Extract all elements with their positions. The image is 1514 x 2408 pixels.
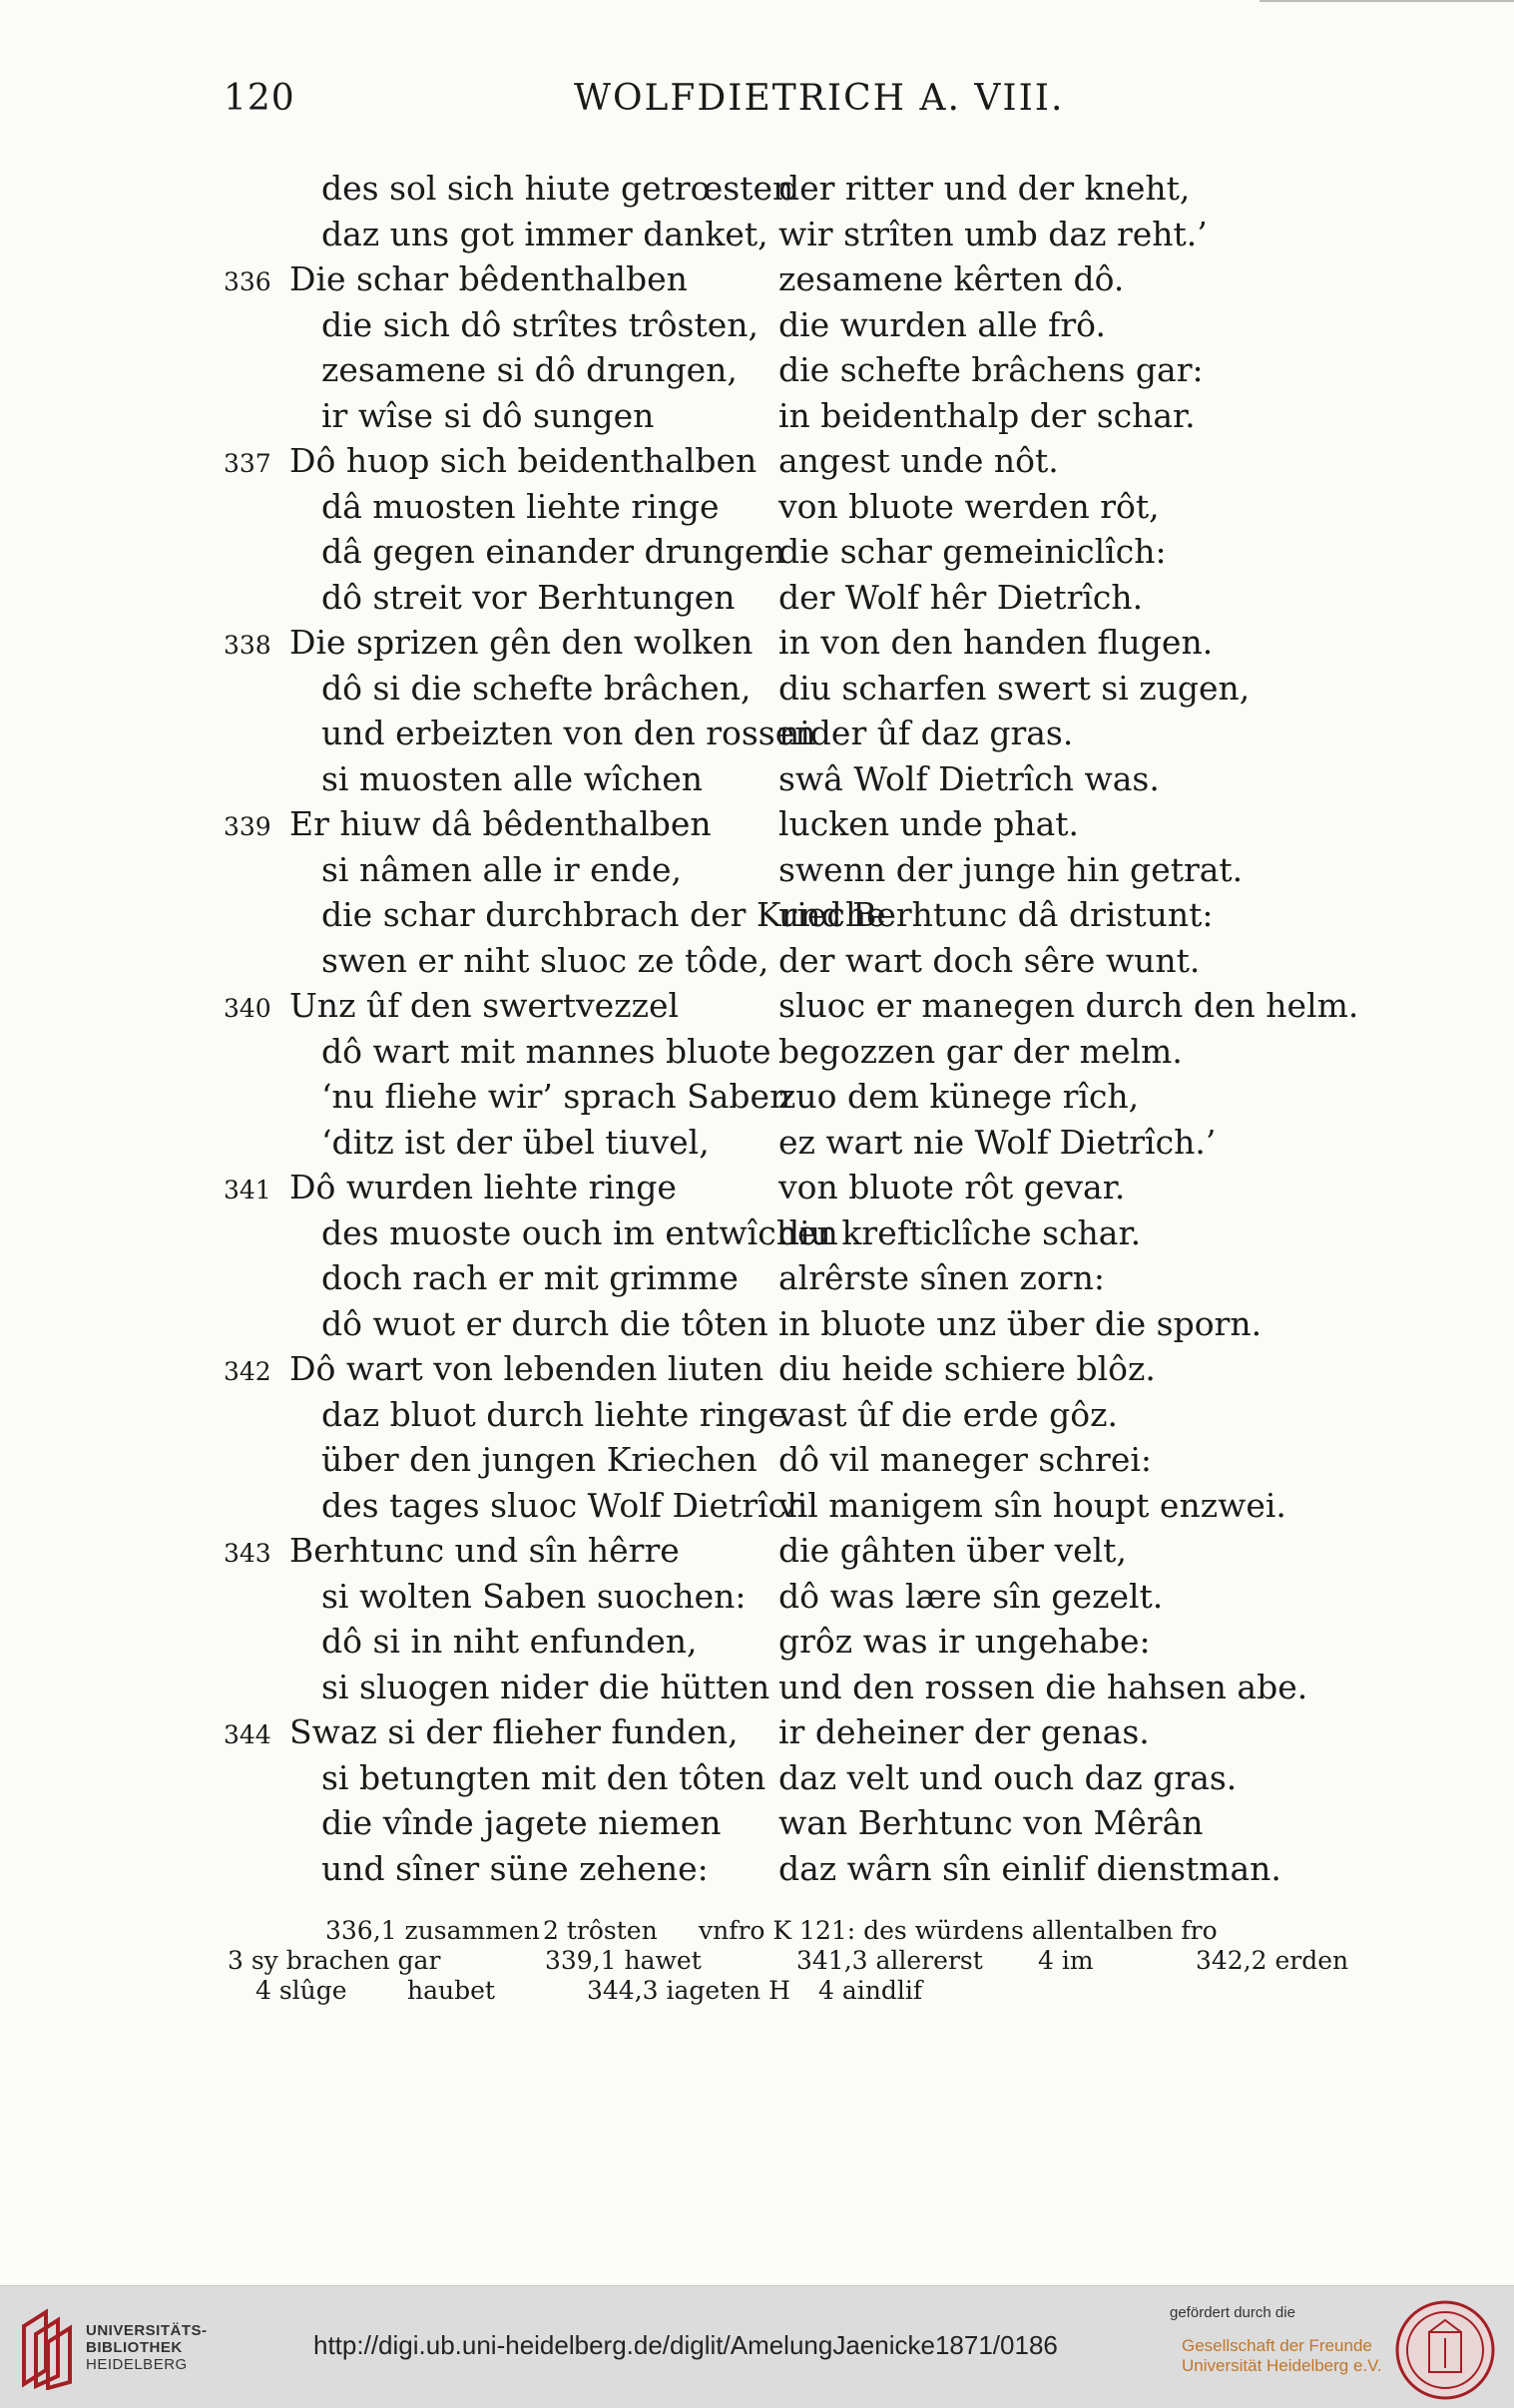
second-half-line: von bluote werden rôt, [778, 486, 1160, 526]
running-title: WOLFDIETRICH A. VIII. [574, 78, 1065, 119]
verse-line [0, 529, 1514, 575]
verse-line [0, 1301, 1514, 1347]
apparatus-notes [0, 1916, 1514, 2006]
second-half-line: ir deheiner der genas. [778, 1712, 1150, 1751]
second-half-line: daz wârn sîn einlif dienstman. [778, 1848, 1281, 1888]
note-entry: 2 trôsten [543, 1916, 658, 1945]
first-half-line: des tages sluoc Wolf Dietrîch [321, 1485, 808, 1525]
second-half-line: vil manigem sîn houpt enzwei. [778, 1485, 1286, 1525]
verse-line [0, 1346, 1514, 1392]
verse-line [0, 756, 1514, 802]
stanza-number: 336 [224, 267, 271, 296]
verse-line [0, 711, 1514, 756]
verse-line [0, 983, 1514, 1029]
second-half-line: nider ûf daz gras. [778, 714, 1074, 752]
verse-line [0, 393, 1514, 439]
second-half-line: wir strîten umb daz reht.’ [778, 214, 1208, 253]
first-half-line: des sol sich hiute getrœsten [321, 169, 794, 208]
verse-line [0, 938, 1514, 984]
verse-line [0, 1210, 1514, 1256]
second-half-line: von bluote rôt gevar. [778, 1168, 1126, 1206]
second-half-line: angest unde nôt. [778, 441, 1059, 480]
note-entry: 344,3 iageten H [587, 1976, 790, 2005]
verse-line [0, 1528, 1514, 1574]
verse-line [0, 620, 1514, 666]
second-half-line: die schefte brâchens gar: [778, 350, 1204, 389]
first-half-line: si betungten mit den tôten [321, 1757, 766, 1797]
stanza-number: 338 [224, 631, 271, 660]
verse-line [0, 256, 1514, 302]
second-half-line: in von den handen flugen. [778, 623, 1214, 662]
second-half-line: der Wolf hêr Dietrîch. [778, 577, 1144, 617]
first-half-line: über den jungen Kriechen [321, 1440, 757, 1479]
second-half-line: ez wart nie Wolf Dietrîch.’ [778, 1122, 1217, 1162]
first-half-line: dô streit vor Berhtungen [321, 577, 736, 617]
stanza-number: 344 [224, 1720, 271, 1749]
first-half-line: ‘ditz ist der übel tiuvel, [321, 1122, 710, 1162]
first-half-line: ‘nu fliehe wir’ sprach Saben [321, 1077, 791, 1116]
note-entry: 341,3 allererst [796, 1946, 983, 1975]
sponsor-name [1182, 2336, 1382, 2376]
first-half-line: Die sprizen gên den wolken [289, 623, 754, 662]
second-half-line: die wurden alle frô. [778, 304, 1106, 344]
first-half-line: Die schar bêdenthalben [289, 259, 688, 298]
stanza-number: 339 [224, 812, 271, 841]
verse-line [0, 847, 1514, 893]
sponsor-line: Gesellschaft der Freunde [1182, 2336, 1372, 2355]
note-entry: 336,1 zusammen [325, 1916, 540, 1945]
stanza-number: 342 [224, 1357, 271, 1386]
verse-line [0, 801, 1514, 847]
first-half-line: dô wuot er durch die tôten [321, 1303, 768, 1343]
second-half-line: dô was lære sîn gezelt. [778, 1576, 1164, 1616]
second-half-line: grôz was ir ungehabe: [778, 1622, 1151, 1661]
first-half-line: dô wart mit mannes bluote [321, 1031, 771, 1071]
note-entry: 342,2 erden [1196, 1946, 1349, 1975]
sponsor-line: Universität Heidelberg e.V. [1182, 2356, 1382, 2375]
verse-block [0, 166, 1514, 1891]
verse-line [0, 212, 1514, 257]
second-half-line: zuo dem künege rîch, [778, 1077, 1140, 1116]
note-line [0, 1946, 1514, 1976]
first-half-line: die schar durchbrach der Krieche [321, 895, 886, 934]
verse-line [0, 666, 1514, 712]
first-half-line: die sich dô strîtes trôsten, [321, 304, 759, 344]
verse-line [0, 1483, 1514, 1529]
first-half-line: zesamene si dô drungen, [321, 350, 738, 389]
stanza-number: 341 [224, 1176, 271, 1204]
university-seal-icon [1393, 2298, 1497, 2402]
verse-line [0, 1846, 1514, 1892]
first-half-line: Dô wurden liehte ringe [289, 1168, 677, 1206]
first-half-line: dô si die schefte brâchen, [321, 668, 752, 708]
first-half-line: Dô wart von lebenden liuten [289, 1349, 764, 1388]
first-half-line: si nâmen alle ir ende, [321, 849, 683, 889]
note-entry: 4 aindlif [818, 1976, 923, 2005]
second-half-line: sluoc er manegen durch den helm. [778, 986, 1359, 1025]
first-half-line: Unz ûf den swertvezzel [289, 986, 680, 1025]
library-name-line: UNIVERSITÄTS- [86, 2322, 208, 2339]
second-half-line: diu scharfen swert si zugen, [778, 668, 1251, 708]
second-half-line: vast ûf die erde gôz. [778, 1394, 1118, 1434]
library-name-line: BIBLIOTHEK [86, 2339, 183, 2356]
second-half-line: diu krefticlîche schar. [778, 1212, 1142, 1252]
running-header [0, 78, 1514, 128]
verse-line [0, 1029, 1514, 1075]
second-half-line: in bluote unz über die sporn. [778, 1303, 1262, 1343]
second-half-line: und Berhtunc dâ dristunt: [778, 895, 1214, 934]
note-entry: 4 im [1038, 1946, 1094, 1975]
verse-line [0, 1800, 1514, 1846]
note-entry: 339,1 hawet [545, 1946, 702, 1975]
first-half-line: si muosten alle wîchen [321, 758, 703, 798]
verse-line [0, 1255, 1514, 1301]
verse-line [0, 575, 1514, 621]
second-half-line: zesamene kêrten dô. [778, 259, 1125, 298]
verse-line [0, 1392, 1514, 1438]
first-half-line: dô si in niht enfunden, [321, 1622, 698, 1661]
second-half-line: und den rossen die hahsen abe. [778, 1667, 1308, 1706]
first-half-line: dâ muosten liehte ringe [321, 486, 720, 526]
verse-line [0, 484, 1514, 530]
second-half-line: dô vil maneger schrei: [778, 1440, 1153, 1479]
first-half-line: dâ gegen einander drungen [321, 532, 785, 571]
first-half-line: si sluogen nider die hütten [321, 1667, 770, 1706]
first-half-line: swen er niht sluoc ze tôde, [321, 940, 769, 980]
stanza-number: 337 [224, 449, 271, 478]
corner-rule [1260, 0, 1514, 2]
first-half-line: Er hiuw dâ bêdenthalben [289, 804, 712, 843]
first-half-line: und erbeizten von den rossen [321, 714, 816, 752]
verse-line [0, 1074, 1514, 1120]
stanza-number: 343 [224, 1539, 271, 1568]
library-logo-icon [18, 2306, 74, 2390]
verse-line [0, 1437, 1514, 1483]
first-half-line: Berhtunc und sîn hêrre [289, 1531, 680, 1570]
verse-line [0, 1709, 1514, 1755]
verse-line [0, 1165, 1514, 1210]
second-half-line: lucken unde phat. [778, 804, 1080, 843]
verse-line [0, 438, 1514, 484]
footer-bar [0, 2285, 1514, 2408]
second-half-line: die gâhten über velt, [778, 1531, 1127, 1570]
note-line [0, 1976, 1514, 2006]
first-half-line: si wolten Saben suochen: [321, 1576, 747, 1616]
second-half-line: in beidenthalp der schar. [778, 395, 1196, 435]
verse-line [0, 1619, 1514, 1665]
second-half-line: begozzen gar der melm. [778, 1031, 1183, 1071]
first-half-line: des muoste ouch im entwîchen [321, 1212, 838, 1252]
first-half-line: daz bluot durch liehte ringe [321, 1394, 788, 1434]
first-half-line: und sîner süne zehene: [321, 1848, 709, 1888]
verse-line [0, 166, 1514, 212]
page-number: 120 [224, 78, 295, 119]
first-half-line: doch rach er mit grimme [321, 1258, 739, 1297]
first-half-line: daz uns got immer danket, [321, 214, 768, 253]
note-line [0, 1916, 1514, 1946]
note-entry: vnfro K 121: des würdens allentalben fro [699, 1916, 1218, 1945]
second-half-line: diu heide schiere blôz. [778, 1349, 1156, 1388]
second-half-line: die schar gemeiniclîch: [778, 532, 1167, 571]
first-half-line: ir wîse si dô sungen [321, 395, 655, 435]
library-name-line: HEIDELBERG [86, 2356, 188, 2373]
second-half-line: der wart doch sêre wunt. [778, 940, 1201, 980]
second-half-line: wan Berhtunc von Mêrân [778, 1803, 1204, 1842]
verse-line [0, 892, 1514, 938]
first-half-line: Swaz si der flieher funden, [289, 1712, 739, 1751]
second-half-line: der ritter und der kneht, [778, 169, 1191, 208]
note-entry: haubet [407, 1976, 495, 2005]
second-half-line: swenn der junge hin getrat. [778, 849, 1244, 889]
second-half-line: daz velt und ouch daz gras. [778, 1757, 1238, 1797]
sponsor-intro: gefördert durch die [1170, 2304, 1295, 2321]
stanza-number: 340 [224, 994, 271, 1023]
first-half-line: Dô huop sich beidenthalben [289, 441, 757, 480]
verse-line [0, 1665, 1514, 1710]
verse-line [0, 1120, 1514, 1166]
second-half-line: alrêrste sînen zorn: [778, 1258, 1105, 1297]
verse-line [0, 347, 1514, 393]
verse-line [0, 1755, 1514, 1801]
verse-line [0, 302, 1514, 348]
library-name [86, 2322, 208, 2373]
permalink-url[interactable]: http://digi.ub.uni-heidelberg.de/diglit/AmelungJaenicke1871/0186 [313, 2330, 1058, 2360]
first-half-line: die vînde jagete niemen [321, 1803, 722, 1842]
note-entry: 3 sy brachen gar [228, 1946, 441, 1975]
second-half-line: swâ Wolf Dietrîch was. [778, 758, 1160, 798]
note-entry: 4 slûge [255, 1976, 347, 2005]
verse-line [0, 1574, 1514, 1620]
